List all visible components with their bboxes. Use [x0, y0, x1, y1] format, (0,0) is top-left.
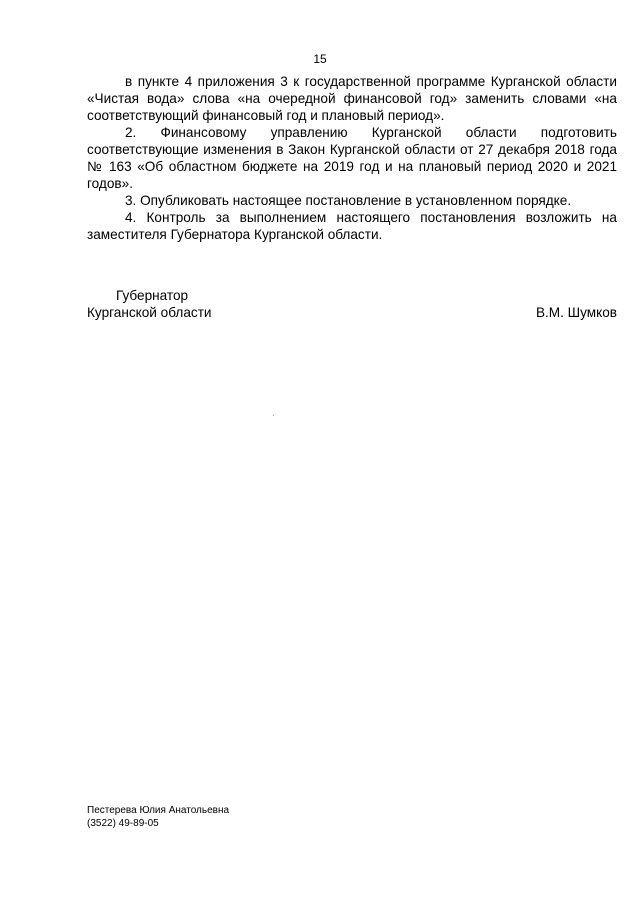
executor-name: Пестерева Юлия Анатольевна — [87, 805, 230, 816]
page-number: 15 — [313, 52, 327, 66]
paragraph-2: 2. Финансовому управлению Курганской области подготовить соответствующие изменения в Закон Курганской области от 27 декабря 2018 года № 163 «Об областном бюджете на 2019 год и на плановый период 2020 и 2021 годов». — [87, 125, 617, 191]
signatory-title-line1: Губернатор — [116, 288, 189, 303]
signatory-title — [87, 287, 212, 321]
paragraph-1: в пункте 4 приложения 3 к государственной программе Курганской области «Чистая вода» слова «на очередной финансовой год» заменить словами «на соответствующий финансовый год и плановый период». — [87, 74, 617, 123]
signatory-title-line2: Курганской области — [87, 305, 212, 320]
document-body — [87, 73, 617, 243]
scan-speck — [273, 415, 274, 416]
paragraph-4: 4. Контроль за выполнением настоящего постановления возложить на заместителя Губернатора Курганской области. — [87, 210, 617, 242]
signatory-name: В.М. Шумков — [535, 305, 617, 320]
executor-footer — [87, 805, 229, 830]
executor-phone: (3522) 49-89-05 — [87, 817, 159, 829]
paragraph-3: 3. Опубликовать настоящее постановление в установленном порядке. — [125, 193, 572, 208]
